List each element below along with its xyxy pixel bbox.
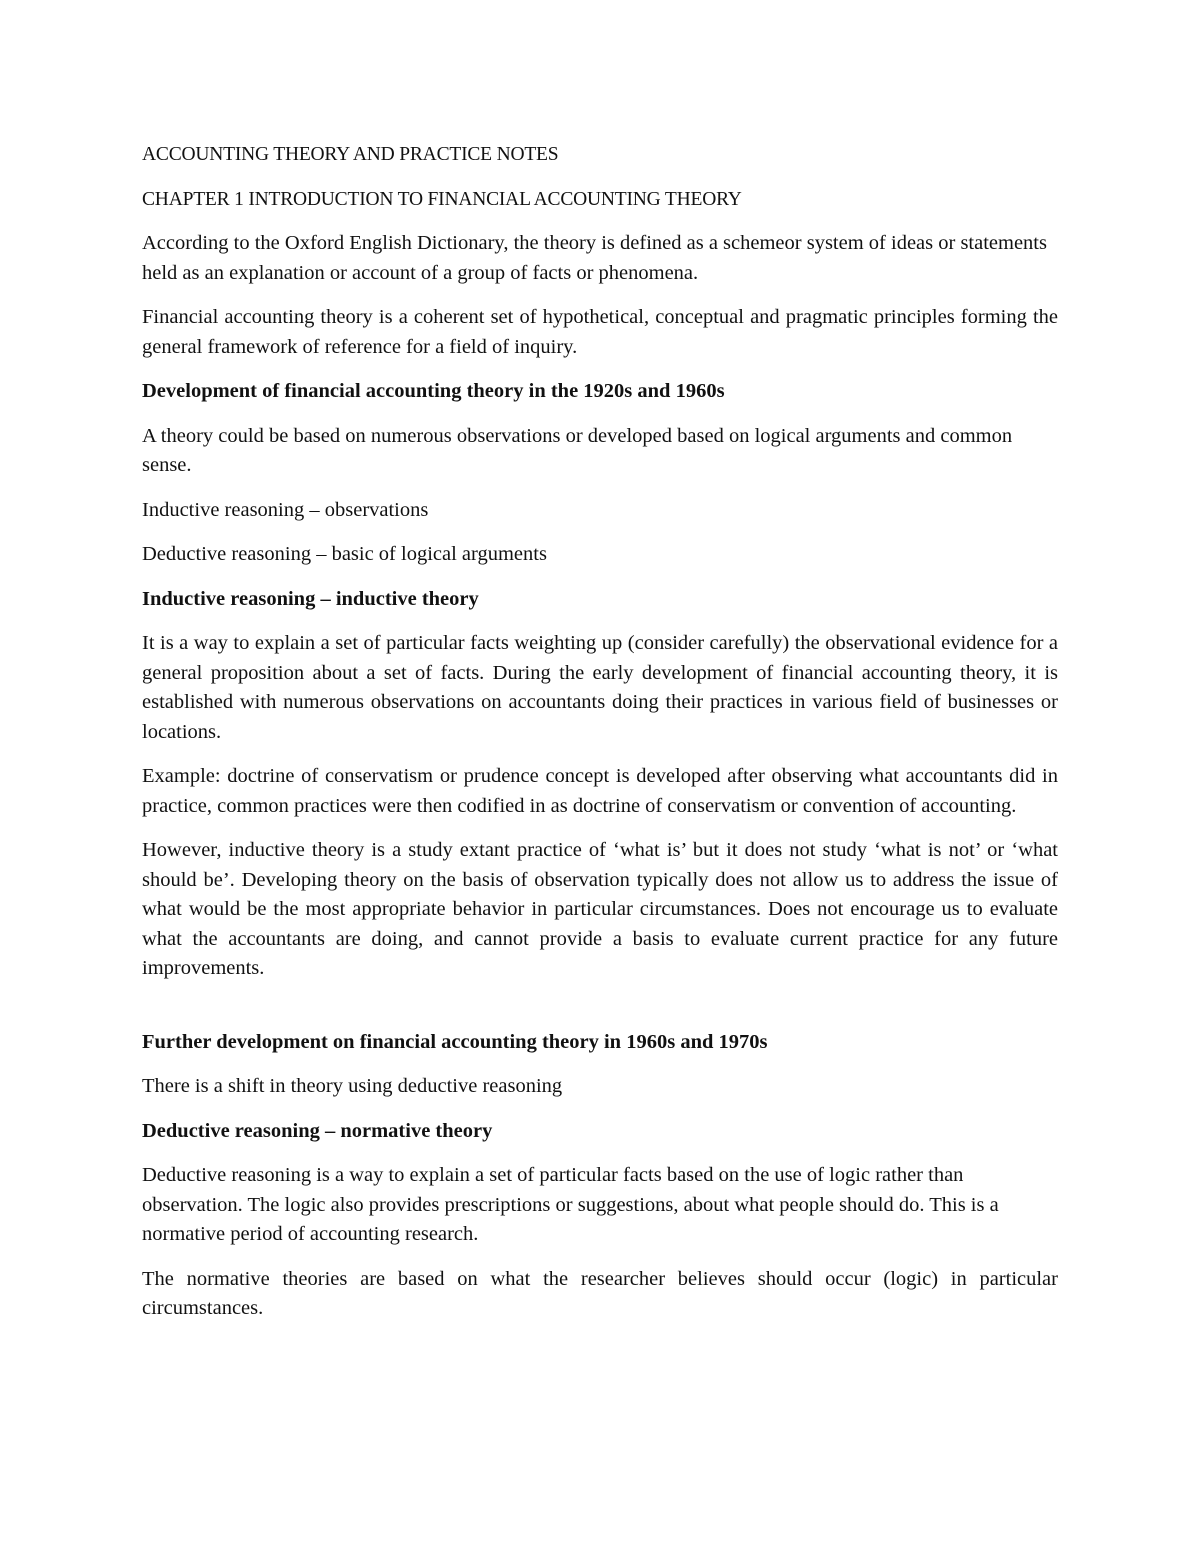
paragraph-inductive-limitations: However, inductive theory is a study extant practice of ‘what is’ but it does not study ‘what is not’ or ‘what should be’. Developing theory on the basis of observation typically does not allow us to address the issue of what would be the most appropriate behavior in particular circumstances. Does not encourage us to evaluate what the accountants are doing, and cannot provide a basis to evaluate current practice for any future improvements.	[142, 839, 1058, 979]
paragraph-inductive-observations: Inductive reasoning – observations	[142, 498, 429, 521]
section-heading-development: Development of financial accounting theory in the 1920s and 1960s	[142, 380, 725, 402]
paragraph-shift-deductive: There is a shift in theory using deductive reasoning	[142, 1075, 563, 1097]
paragraph-theory-basis: A theory could be based on numerous observations or developed based on logical arguments and common sense.	[142, 424, 1013, 476]
paragraph-normative-theories: The normative theories are based on what the researcher believes should occur (logic) in particular circumstances.	[142, 1267, 1058, 1319]
paragraph-deductive-arguments: Deductive reasoning – basic of logical arguments	[142, 543, 547, 565]
section-heading-further-development: Further development on financial accounting theory in 1960s and 1970s	[142, 1030, 768, 1053]
section-heading-inductive: Inductive reasoning – inductive theory	[142, 587, 479, 610]
paragraph-deductive-explanation: Deductive reasoning is a way to explain a set of particular facts based on the use of logic rather than observation. The logic also provides prescriptions or suggestions, about what people should do. This is a normative period of accounting research.	[142, 1164, 999, 1245]
document-title: ACCOUNTING THEORY AND PRACTICE NOTES	[142, 144, 559, 165]
paragraph-fat-definition: Financial accounting theory is a coherent set of hypothetical, conceptual and pragmatic principles forming the general framework of reference for a field of inquiry.	[142, 306, 1058, 358]
section-heading-normative: Deductive reasoning – normative theory	[142, 1119, 493, 1142]
paragraph-inductive-explanation: It is a way to explain a set of particular facts weighting up (consider carefully) the observational evidence for a general proposition about a set of facts. During the early development of financial accounting theory, it is established with numerous observations on accountants doing their practices in various field of businesses or locations.	[142, 632, 1058, 743]
document-page	[142, 140, 1058, 1339]
paragraph-conservatism-example: Example: doctrine of conservatism or prudence concept is developed after observing what accountants did in practice, common practices were then codified in as doctrine of conservatism or convention of accounting.	[142, 765, 1058, 817]
chapter-heading: CHAPTER 1 INTRODUCTION TO FINANCIAL ACCOUNTING THEORY	[142, 188, 742, 210]
paragraph-theory-definition: According to the Oxford English Dictionary, the theory is defined as a schemeor system of ideas or statements held as an explanation or account of a group of facts or phenomena.	[142, 232, 1047, 284]
blank-line	[142, 999, 1058, 1028]
